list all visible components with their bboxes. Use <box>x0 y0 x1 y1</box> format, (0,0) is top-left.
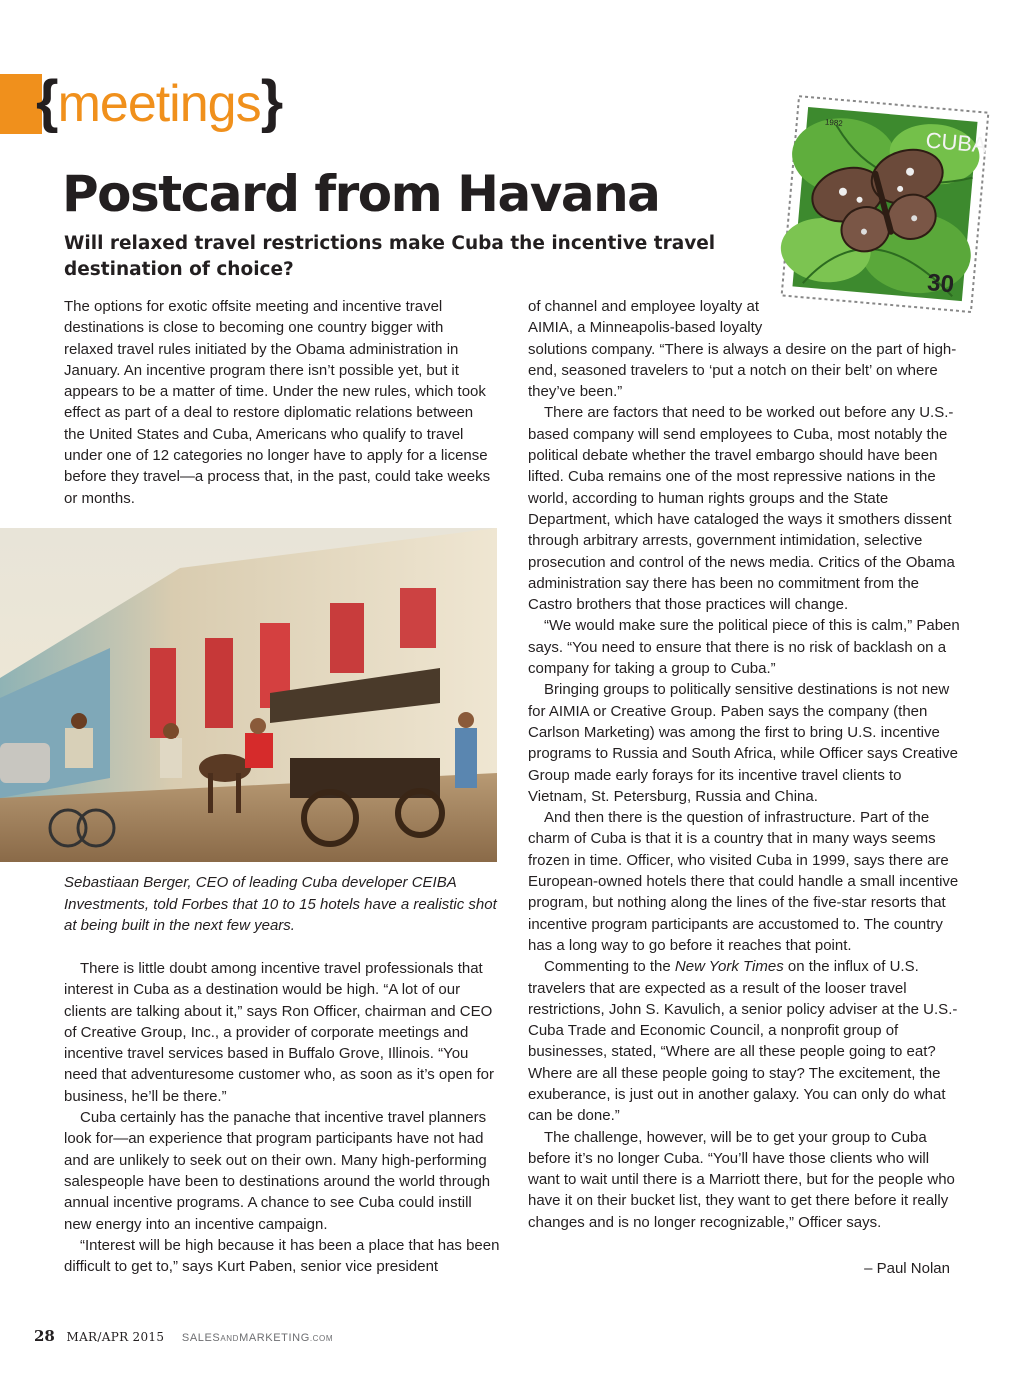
stamp-year: 1982 <box>824 117 844 129</box>
section-label-text: meetings <box>57 75 261 133</box>
pub-part: .COM <box>309 1334 334 1343</box>
body-text: Commenting to the <box>544 958 675 976</box>
body-paragraph: There is little doubt among incentive travel professionals that interest in Cuba as a destination would be high. “A lot of our clients are talking about it,” says Ron Officer, chairman and CEO of Creative Group, Inc., a provider of corporate meetings and incentive travel services based in Buffalo Grove, Illinois. “You need that adventuresome customer who, as soon as it’s open for business, he’ll be there.” <box>64 960 494 1105</box>
publication-name: New York Times <box>674 958 784 976</box>
body-paragraph: And then there is the question of infrastructure. Part of the charm of Cuba is that it is a country that in many ways seems frozen in time. Officer, who visited Cuba in 1999, says there are European-owned hotels there that could handle a small incentive program, but nothing along the lines of the five-star resorts that incentive program participants are accustomed to. The country has a long way to go before it reaches that point. <box>528 809 959 954</box>
publication-url <box>182 1332 333 1344</box>
headline: Postcard from Havana <box>62 165 660 223</box>
left-column-body <box>64 958 500 1277</box>
body-paragraph: The options for exotic offsite meeting and incentive travel destinations is close to becoming one country bigger with relaxed travel rules initiated by the Obama administration in January. An incentive program there isn’t possible yet, but it appears to be a matter of time. Under the new rules, which took effect as part of a deal to restore diplomatic relations between the United States and Cuba, Americans who qualify to travel under one of 12 categories no longer have to apply for a license before they travel—a process that, in the past, could take weeks or months. <box>64 298 491 507</box>
pub-part: AND <box>220 1334 240 1343</box>
right-column-body <box>528 296 960 1233</box>
author-signature: – Paul Nolan <box>864 1260 950 1277</box>
body-paragraph <box>528 956 960 1126</box>
section-label <box>36 66 282 140</box>
body-paragraph: There are factors that need to be worked out before any U.S.-based company will send employees to Cuba, most notably the political debate whether the travel embargo should have been lifted. Cuba remains one of the most repressive nations in the world, according to human rights groups and the State Department, which have cataloged the ways it smothers dissent through arbitrary arrests, government intimidation, selective prosecution and control of the news media. Critics of the Obama administration say there has been no commitment from the Castro brothers that those practices will change. <box>528 404 955 614</box>
body-paragraph: Cuba certainly has the panache that incentive travel planners look for—an experience that program participants have not had and are unlikely to seek out on their own. Many high-performing salespeople have been to destinations around the world through annual incentive programs. A chance to see Cuba could instill new energy into an incentive campaign. <box>64 1109 491 1233</box>
body-paragraph: “Interest will be high because it has been a place that has been difficult to get to,” says Kurt Paben, senior vice president <box>64 1236 500 1276</box>
body-paragraph-continued: of channel and employee loyalty at AIMIA, a Minneapolis-based loyalty <box>528 298 763 337</box>
page-number: 28 <box>34 1327 55 1345</box>
section-close-brace: } <box>260 69 283 134</box>
body-paragraph-continued-2: solutions company. “There is always a desire on the part of high-end, seasoned travelers to ‘put a notch on their belt’ on where they’ve been.” <box>528 340 957 401</box>
section-open-brace: { <box>36 69 58 134</box>
cuba-stamp-image <box>770 90 998 318</box>
stamp-country: CUBA <box>924 127 988 158</box>
pub-part: MARKETING <box>239 1332 310 1344</box>
deck: Will relaxed travel restrictions make Cuba the incentive travel destination of choice? <box>64 233 716 280</box>
pub-part: SALES <box>181 1332 221 1344</box>
page-footer <box>34 1326 333 1349</box>
havana-street-photo <box>0 528 497 862</box>
body-paragraph: “We would make sure the political piece of this is calm,” Paben says. “You need to ensure that there is no risk of backlash on a company for taking a group to Cuba.” <box>528 617 960 678</box>
left-column-intro <box>64 296 494 509</box>
stamp-value: 30 <box>926 269 956 299</box>
body-text: on the influx of U.S. travelers that are expected as a result of the looser travel restrictions, John S. Kavulich, a senior policy adviser at the U.S.-Cuba Trade and Economic Council, a nonprofit group of businesses, stated, “Where are all these people going to eat? Where are all these people going to stay? The excitement, the exuberance, is just out in another galaxy. You can only do what can be done.” <box>528 958 958 1125</box>
body-paragraph: The challenge, however, will be to get your group to Cuba before it’s no longer Cuba. “You’ll have those clients who will want to wait until there is a Marriott there, but for the people who have it on their bucket list, they want to get there before it really changes and is no longer recognizable,” Officer says. <box>528 1128 955 1231</box>
photo-caption: Sebastiaan Berger, CEO of leading Cuba developer CEIBA Investments, told Forbes that 10 to 15 hotels have a realistic shot at being built in the next few years. <box>64 874 497 934</box>
issue-date: MAR/APR 2015 <box>66 1330 165 1344</box>
body-paragraph: Bringing groups to politically sensitive destinations is not new for AIMIA or Creative Group. Paben says the company (then Carlson Marketing) was among the first to bring U.S. incentive programs to Russia and South Africa, while Officer says Creative Group made early forays for its incentive travel clients to Vietnam, St. Petersburg, Russia and China. <box>528 681 958 805</box>
